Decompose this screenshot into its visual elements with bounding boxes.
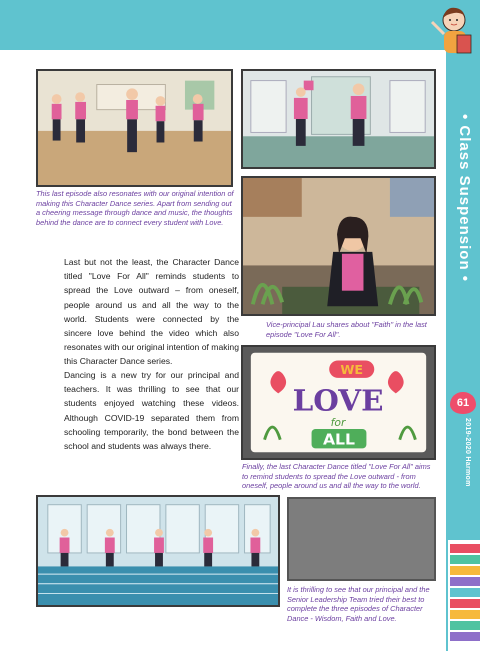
body-paragraph-2: Dancing is a new try for our principal and teachers. It was thrilling to see that our students enjoyed watching these videos. Although COVID-19 separated them from schooling temporarily, the bond between the school and students was always there.: [64, 370, 239, 452]
art-love-text: LOVE: [292, 383, 384, 418]
page-number-badge: 61: [450, 392, 476, 414]
vice-principal-caption: Vice-principal Lau shares about "Faith" in the last episode "Love For All".: [266, 320, 427, 339]
corridor-dance-photo: [241, 69, 436, 169]
love-for-all-artwork: [241, 345, 436, 460]
art-all-text: ALL: [322, 430, 356, 449]
love-for-all-caption: Finally, the last Character Dance titled "Love For All" aims to remind students to spread the Love outward - from oneself, people around us and all the way to the world.: [242, 462, 431, 491]
art-we-text: WE: [340, 362, 364, 378]
edition-label: 2019-2020 Harmom: [464, 418, 471, 487]
dance-hall-photo: [36, 69, 233, 187]
stacked-books-decoration: [448, 540, 480, 651]
body-paragraph-1: Last but not the least, the Character Dance titled "Love For All" reminds students to spread the Love outward – from oneself, people around us and all the way to the world. Students were connected by the sincere love behind the video which also resonates with our original intention of making this Character Dance series.: [64, 257, 239, 367]
blank-photo-frame: [287, 497, 436, 581]
art-for-text: for: [330, 416, 346, 430]
dance-series-caption: This last episode also resonates with our original intention of making this Character Dance series. Apart from sending out a cheering message through dance and music, the thoughts behind the dance are to connect every student with Love.: [36, 189, 234, 227]
vice-principal-photo: [241, 176, 436, 316]
top-color-band: [0, 0, 480, 50]
leadership-caption: It is thrilling to see that our principal and the Senior Leadership Team tried their best to complete the three episodes of Character Dance - Wisdom, Faith and Love.: [287, 585, 430, 623]
section-title: • Class Suspension •: [456, 114, 473, 283]
pool-dance-photo: [36, 495, 280, 607]
teacher-mascot-icon: [424, 2, 480, 62]
